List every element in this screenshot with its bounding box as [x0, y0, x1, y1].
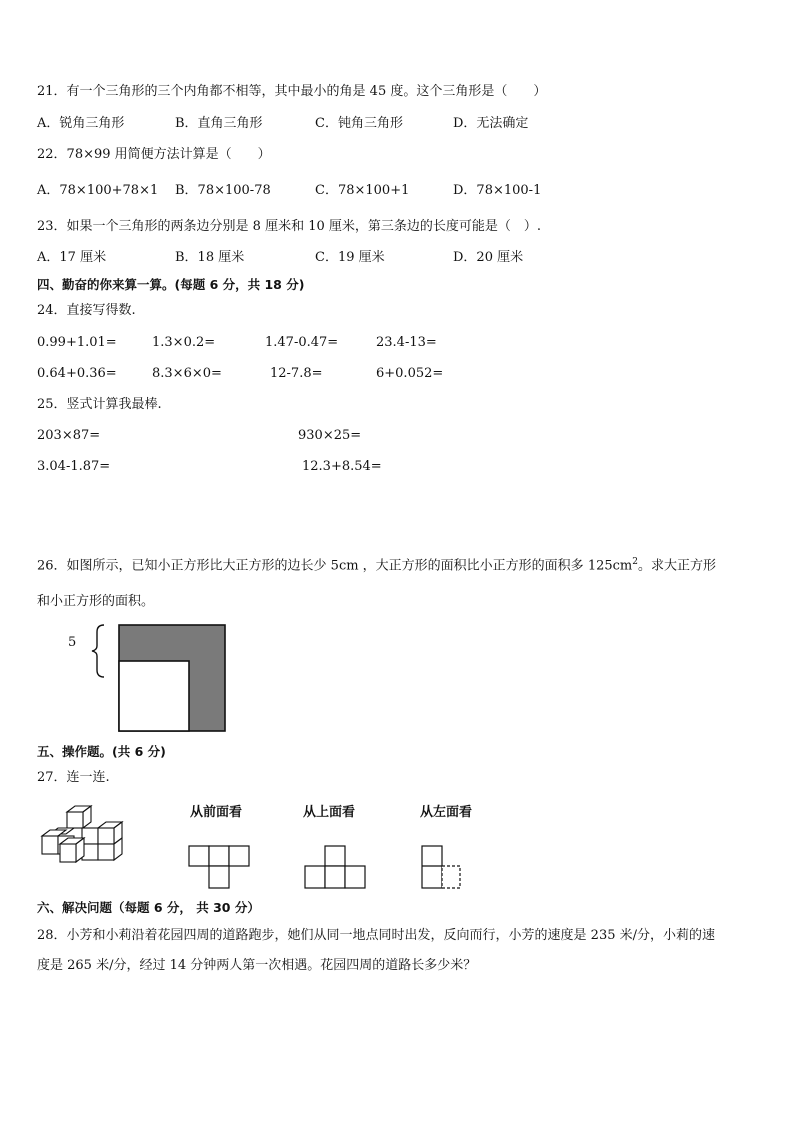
- q24-item: 0.64+0.36=: [37, 366, 117, 381]
- q25-item: 12.3+8.54=: [302, 459, 382, 474]
- q21-option-c: C．钝角三角形: [315, 116, 403, 131]
- q24-stem: 24．直接写得数.: [37, 303, 136, 318]
- q23-option-b: B．18 厘米: [175, 250, 245, 265]
- q21-option-d: D．无法确定: [453, 116, 529, 131]
- q26-text: 26．如图所示，已知小正方形比大正方形的边长少 5cm ，大正方形的面积比小正方形的面积多 125cm: [37, 558, 633, 574]
- q26-superscript: 2: [632, 557, 638, 567]
- q21-option-a: A．锐角三角形: [37, 116, 125, 131]
- q22-option-b: B．78×100-78: [175, 183, 271, 198]
- q24-item: 12-7.8=: [270, 366, 323, 381]
- q22-option-c: C．78×100+1: [315, 183, 410, 198]
- q23-option-d: D．20 厘米: [453, 250, 524, 265]
- q24-item: 6+0.052=: [376, 366, 444, 381]
- section-4-title: 四、勤奋的你来算一算。(每题 6 分，共 18 分): [37, 277, 305, 292]
- q24-item: 8.3×6×0=: [152, 366, 222, 381]
- q26-text-line2: 和小正方形的面积。: [37, 594, 155, 609]
- q28-text-line2: 度是 265 米/分，经过 14 分钟两人第一次相遇。花园四周的道路长多少米？: [37, 958, 477, 973]
- q24-item: 23.4-13=: [376, 335, 437, 350]
- q27-stem: 27．连一连.: [37, 770, 110, 785]
- section-5-title: 五、操作题。(共 6 分): [37, 744, 166, 759]
- q22-option-d: D．78×100-1: [453, 183, 542, 198]
- brace-icon: [92, 625, 104, 677]
- q25-item: 930×25=: [298, 428, 362, 443]
- q24-item: 0.99+1.01=: [37, 335, 117, 350]
- q21-option-b: B．直角三角形: [175, 116, 263, 131]
- figure-label-5: 5: [68, 635, 77, 650]
- q23-option-a: A．17 厘米: [37, 250, 107, 265]
- top-view-figure: [304, 845, 368, 891]
- q28-text-line1: 28．小芳和小莉沿着花园四周的道路跑步，她们从同一地点同时出发，反向而行，小芳的速度是 235 米/分，小莉的速: [37, 928, 716, 943]
- square-figure: [82, 620, 232, 736]
- q23-option-c: C．19 厘米: [315, 250, 385, 265]
- q21-stem: 21．有一个三角形的三个内角都不相等，其中最小的角是 45 度。这个三角形是（ ）: [37, 84, 547, 99]
- left-view-figure: [421, 845, 465, 891]
- view-label-top: 从上面看: [303, 805, 356, 820]
- q24-item: 1.3×0.2=: [152, 335, 216, 350]
- q25-stem: 25．竖式计算我最棒.: [37, 397, 162, 412]
- q23-stem: 23．如果一个三角形的两条边分别是 8 厘米和 10 厘米，第三条边的长度可能是（ ）.: [37, 219, 542, 234]
- front-view-figure: [188, 845, 252, 891]
- q26-text-end: 。求大正方形: [637, 558, 716, 574]
- q26-text-line1: [37, 557, 716, 574]
- small-square: [119, 661, 189, 731]
- q22-stem: 22．78×99 用简便方法计算是（ ）: [37, 147, 271, 162]
- q22-option-a: A．78×100+78×1: [37, 183, 159, 198]
- section-6-title: 六、解决问题（每题 6 分， 共 30 分）: [37, 900, 260, 915]
- view-label-front: 从前面看: [190, 805, 243, 820]
- cube-solid: [40, 804, 140, 876]
- view-label-left: 从左面看: [420, 805, 473, 820]
- q24-item: 1.47-0.47=: [265, 335, 339, 350]
- q25-item: 203×87=: [37, 428, 101, 443]
- q25-item: 3.04-1.87=: [37, 459, 111, 474]
